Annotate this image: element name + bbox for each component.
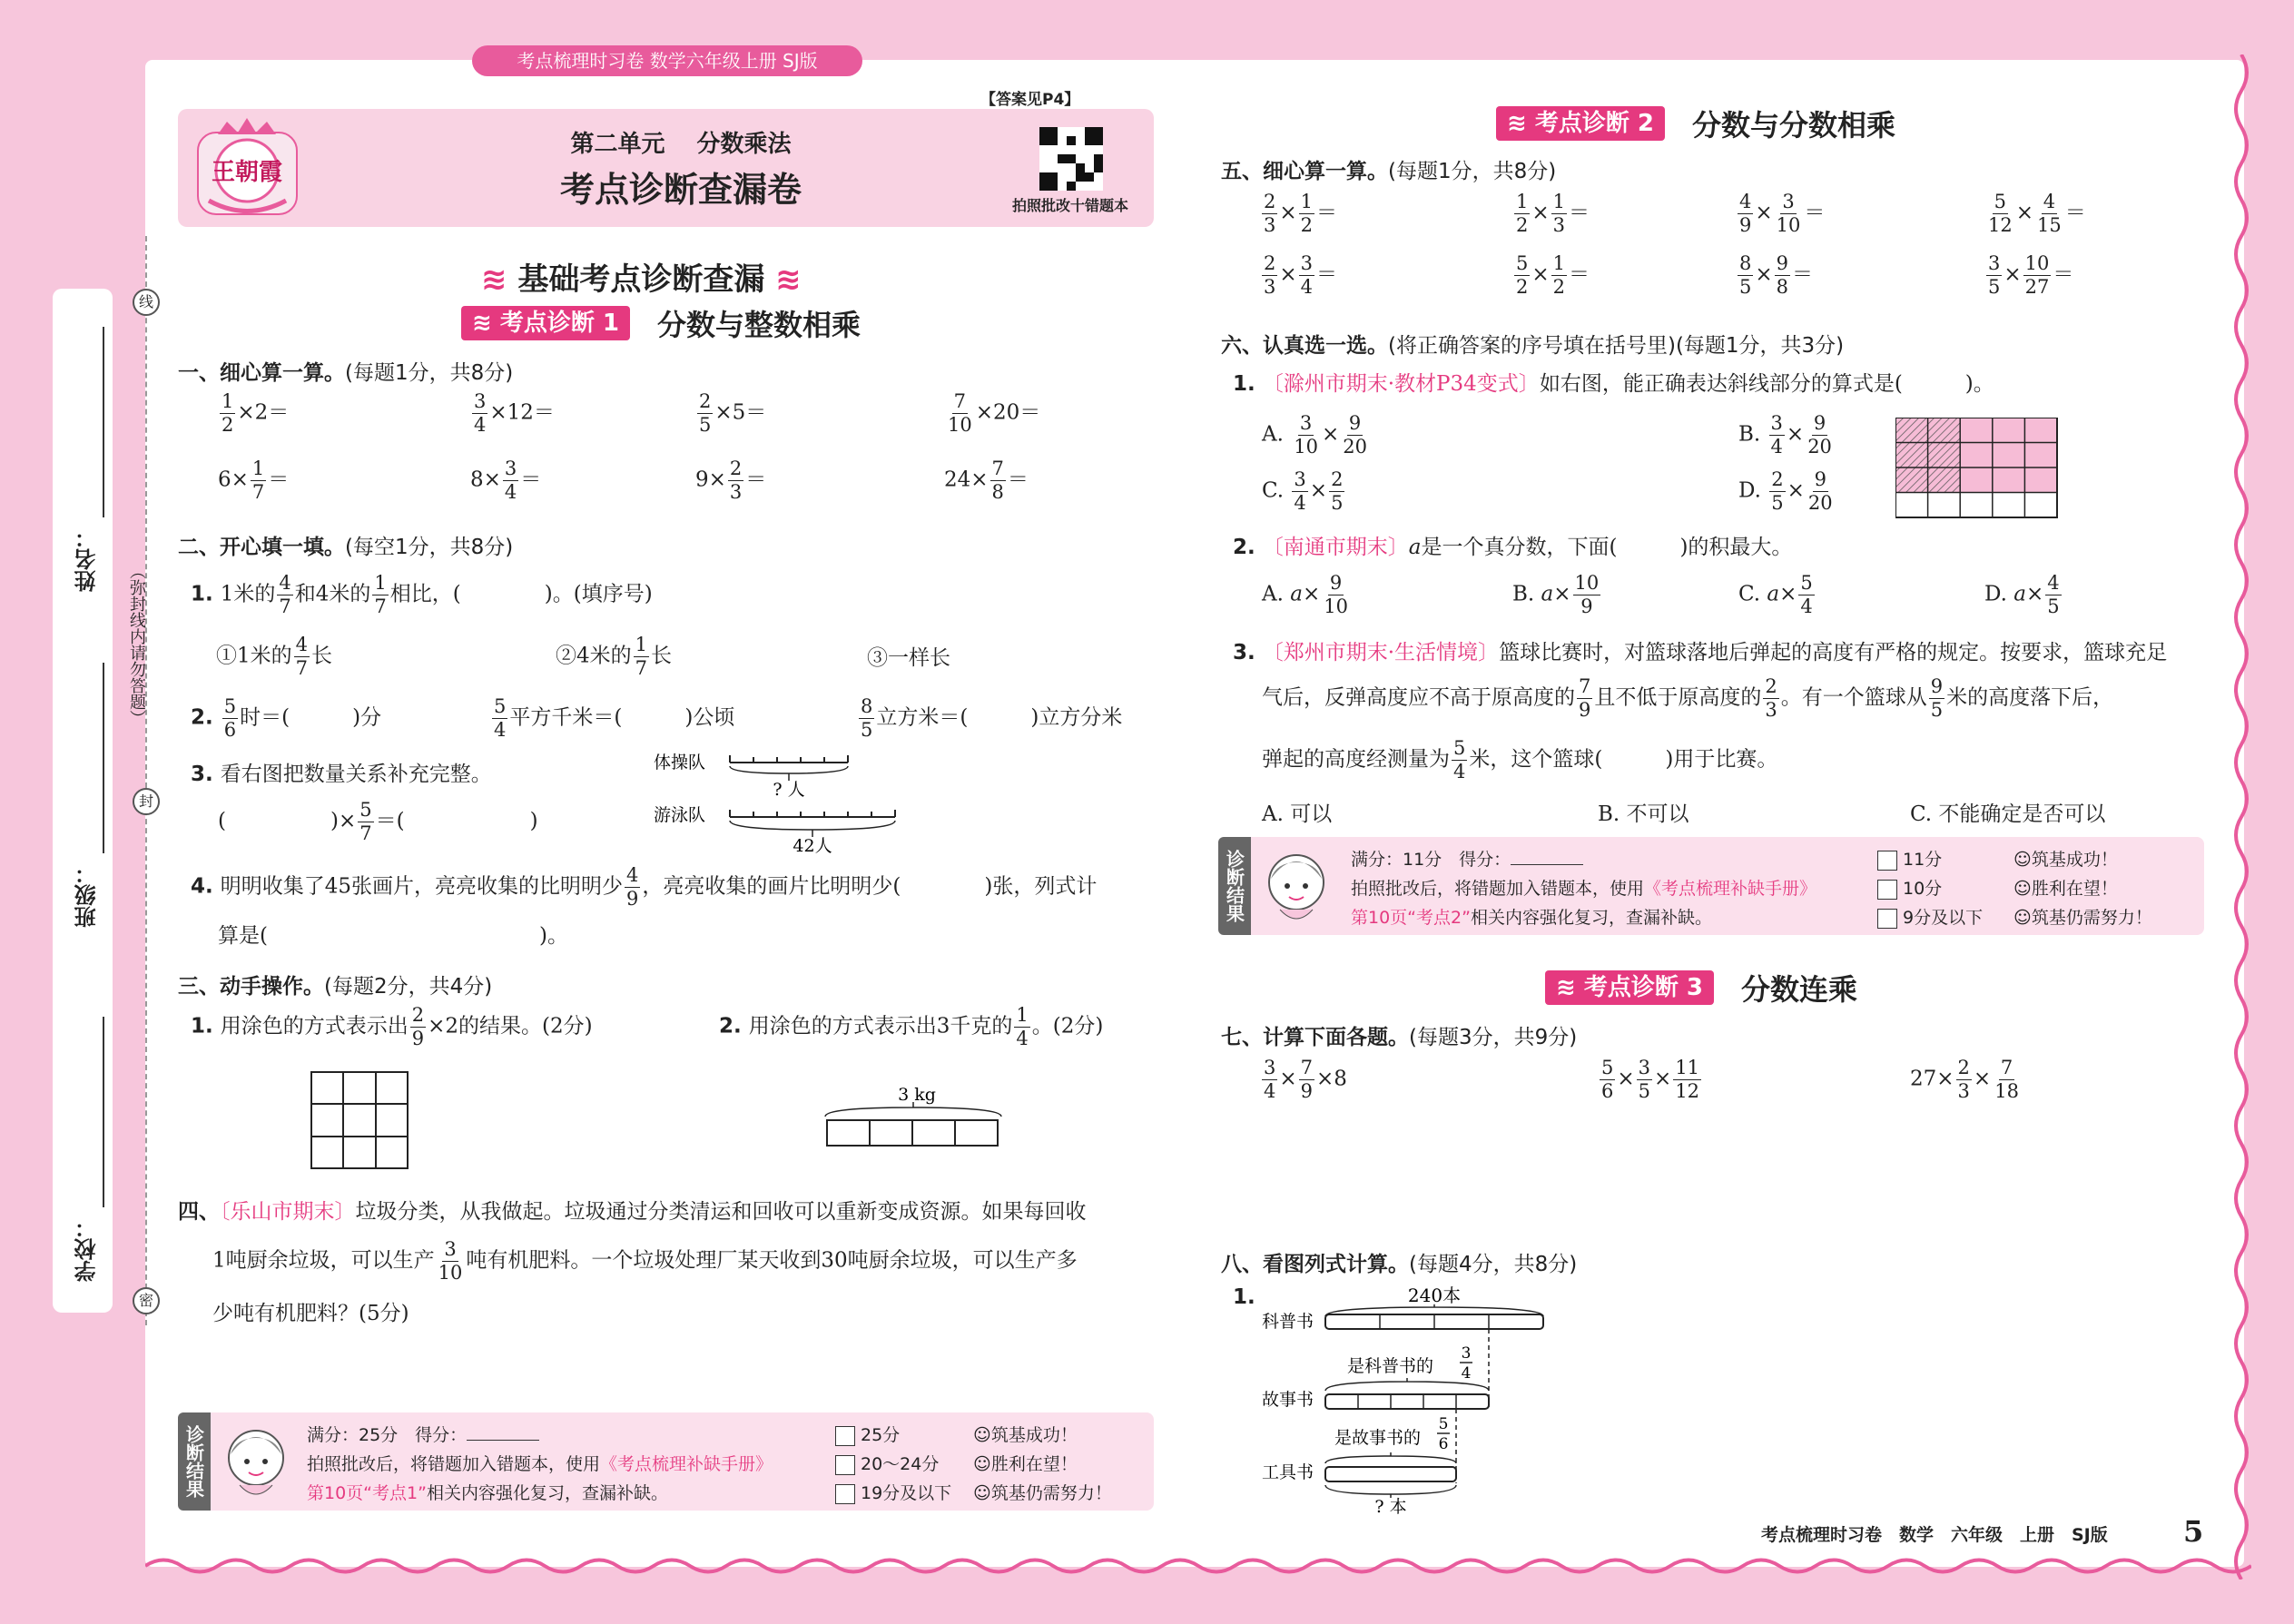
calc-item: $\frac{2}{3}$ × $\frac{1}{2}$ ＝ xyxy=(1264,191,1338,236)
kg-label: 3 kg xyxy=(898,1085,936,1105)
s6-q3-line1: 3. 〔郑州市期末·生活情境〕篮球比赛时，对篮球落地后弹起的高度有严格的规定。按要求，篮球充足 xyxy=(1233,641,2168,664)
shaded-rectangle xyxy=(1895,418,2059,519)
s6-q3-optC[interactable]: C. 不能确定是否可以 xyxy=(1910,802,2106,826)
smile-icon: ☺ xyxy=(2013,850,2032,870)
s8-heading: 八、看图列式计算。(每题4分，共8分) xyxy=(1221,1253,1578,1276)
calc-item: $\frac{4}{9}$ × $\frac{3}{10}$ ＝ xyxy=(1739,191,1826,236)
seal-line xyxy=(145,236,147,1325)
page-number: 5 xyxy=(2183,1514,2204,1549)
s6-q1-optC[interactable]: C. $\frac{3}{4}$ × $\frac{2}{5}$ xyxy=(1262,468,1344,514)
diag1-header: ≋ 考点诊断 1 分数与整数相乘 xyxy=(461,305,861,341)
checkbox xyxy=(835,1426,855,1446)
s2-q4-line2: 算是( )。 xyxy=(218,924,568,948)
basic-heading: ≋ 基础考点诊断查漏 ≋ xyxy=(481,261,802,298)
seal-mark-secret: 密 xyxy=(133,1287,160,1314)
page-title: 考点诊断查漏卷 xyxy=(559,170,802,210)
result-line3-2: 第10页“考点2”相关内容强化复习，查漏补缺。 xyxy=(1351,908,1712,928)
calc-item: $\frac{3}{4}$ ×12＝ xyxy=(474,390,555,436)
qr-caption: 拍照批改十错题本 xyxy=(1012,197,1129,214)
s6-q1-optB[interactable]: B. $\frac{3}{4}$ × $\frac{9}{20}$ xyxy=(1738,412,1832,458)
checkbox xyxy=(835,1484,855,1504)
calc-item: $\frac{2}{3}$ × $\frac{3}{4}$ ＝ xyxy=(1264,252,1338,298)
result-line2-1: 拍照批改后，将错题加入错题本，使用《考点梳理补缺手册》 xyxy=(307,1454,773,1474)
calc-item: $\frac{3}{5}$ × $\frac{10}{27}$ ＝ xyxy=(1988,252,2074,298)
smile-icon: ☺ xyxy=(2013,879,2032,899)
calc-item: $\frac{2}{5}$ ×5＝ xyxy=(699,390,767,436)
s2-q2a: 2. $\frac{5}{6}$ 时＝( )分 xyxy=(191,695,382,741)
footer-series: 考点梳理时习卷 数学 六年级 上册 SJ版 xyxy=(1761,1525,2108,1545)
book-label-story: 故事书 xyxy=(1262,1390,1314,1410)
girl-avatar-icon xyxy=(1262,846,1331,928)
series-tag: 考点梳理时习卷 数学六年级上册 SJ版 xyxy=(472,45,862,76)
unit-title: 第二单元 分数乘法 xyxy=(570,131,792,158)
s3-q2: 2. 用涂色的方式表示出3千克的 $\frac{1}{4}$ 。(2分) xyxy=(719,1004,1104,1049)
grid-3x3[interactable] xyxy=(310,1071,409,1169)
checkbox xyxy=(1877,851,1897,871)
qr-code-icon[interactable] xyxy=(1039,127,1103,191)
s7-heading: 七、计算下面各题。(每题3分，共9分) xyxy=(1221,1026,1578,1049)
s2-heading: 二、开心填一填。(每空1分，共8分) xyxy=(178,536,514,559)
result-msg-2b: ☺胜利在望！ xyxy=(2013,879,2118,899)
kg-bar[interactable] xyxy=(822,1080,1003,1153)
checkbox xyxy=(835,1455,855,1475)
tool-ratio-text: 是故事书的 xyxy=(1334,1428,1422,1448)
unknown-books-label: ? 本 xyxy=(1374,1497,1407,1514)
s4-line1: 四、〔乐山市期末〕垃圾分类，从我做起。垃圾通过分类清运和回收可以重新变成资源。如果每回收 xyxy=(178,1200,1087,1224)
result-msg-2c: ☺筑基仍需努力！ xyxy=(2013,908,2152,928)
calc-item: $\frac{3}{4}$ × $\frac{7}{9}$ ×8 xyxy=(1264,1057,1347,1102)
calc-item: $\frac{5}{2}$ × $\frac{1}{2}$ ＝ xyxy=(1516,252,1590,298)
svg-text:4: 4 xyxy=(1461,1364,1472,1383)
result-msg-1a: ☺筑基成功！ xyxy=(973,1425,1078,1445)
result-msg-2a: ☺筑基成功！ xyxy=(2013,850,2118,870)
calc-item: $\frac{5}{12}$ × $\frac{4}{15}$ ＝ xyxy=(1988,191,2086,236)
logo-crest xyxy=(191,114,304,221)
team-label-swim: 游泳队 xyxy=(654,805,706,825)
calc-item: $\frac{7}{10}$ ×20＝ xyxy=(948,390,1041,436)
s4-line3: 少吨有机肥料？(5分) xyxy=(212,1302,409,1325)
calc-item: 8× $\frac{3}{4}$ ＝ xyxy=(470,458,542,503)
team-label-gym: 体操队 xyxy=(654,753,706,773)
result-check-1b[interactable]: 20～24分 xyxy=(835,1451,939,1475)
s6-q3-optB[interactable]: B. 不可以 xyxy=(1598,802,1689,826)
result-msg-1c: ☺筑基仍需努力！ xyxy=(973,1483,1112,1503)
s3-q1: 1. 用涂色的方式表示出 $\frac{2}{9}$ ×2的结果。(2分) xyxy=(191,1004,593,1049)
class-label: 班级： xyxy=(74,862,100,928)
calc-item: 27× $\frac{2}{3}$ × $\frac{7}{18}$ xyxy=(1910,1057,2019,1102)
s6-q1-optA[interactable]: A. $\frac{3}{10}$ × $\frac{9}{20}$ xyxy=(1262,412,1367,458)
seal-note: （弥封线内请勿答题） xyxy=(127,563,146,726)
book-label-tool: 工具书 xyxy=(1262,1462,1314,1482)
result-check-2a[interactable]: 11分 xyxy=(1877,846,1942,871)
calc-item: $\frac{1}{2}$ × $\frac{1}{3}$ ＝ xyxy=(1516,191,1590,236)
result-line2-2: 拍照批改后，将错题加入错题本，使用《考点梳理补缺手册》 xyxy=(1351,879,1817,899)
result-check-1a[interactable]: 25分 xyxy=(835,1422,900,1446)
result-check-2b[interactable]: 10分 xyxy=(1877,875,1942,900)
diag2-header: ≋ 考点诊断 2 分数与分数相乘 xyxy=(1496,105,1895,142)
s5-heading: 五、细心算一算。(每题1分，共8分) xyxy=(1221,160,1557,183)
seal-mark-line: 线 xyxy=(133,289,160,316)
smile-icon: ☺ xyxy=(2013,908,2032,928)
s2-q3-blank: ( )× $\frac{5}{7}$ ＝( ) xyxy=(218,799,538,844)
book-diagram xyxy=(1253,1278,1552,1514)
team-label-unknown: ? 人 xyxy=(773,780,805,800)
seal-mark-seal: 封 xyxy=(133,788,160,815)
s6-q2: 2. 〔南通市期末〕a是一个真分数，下面( )的积最大。 xyxy=(1233,536,1793,559)
calc-item: $\frac{5}{6}$ × $\frac{3}{5}$ × $\frac{11}{12}$ xyxy=(1601,1057,1700,1102)
class-line xyxy=(103,663,104,853)
result-score-2: 满分：11分 得分： xyxy=(1351,846,1583,871)
svg-text:6: 6 xyxy=(1438,1435,1449,1453)
result-check-2c[interactable]: 9分及以下 xyxy=(1877,904,1983,929)
result-side-1: 诊断结果 xyxy=(178,1412,211,1511)
logo-text: 王朝霞 xyxy=(211,159,283,186)
s3-heading: 三、动手操作。(每题2分，共4分) xyxy=(178,975,493,999)
checkbox xyxy=(1877,909,1897,929)
s2-q4: 4. 明明收集了45张画片，亮亮收集的比明明少 $\frac{4}{9}$ ，亮亮收集的画片比明明少( )张，列式计 xyxy=(191,864,1098,910)
school-line xyxy=(103,1017,104,1207)
s6-heading: 六、认真选一选。(将正确答案的序号填在括号里)(每题1分，共3分) xyxy=(1221,334,1845,358)
s2-q1-option2: ②4米的 $\frac{1}{7}$ 长 xyxy=(556,634,673,679)
smile-icon: ☺ xyxy=(973,1483,991,1503)
s2-q1-option1: ①1米的 $\frac{4}{7}$ 长 xyxy=(216,634,333,679)
checkbox xyxy=(1877,880,1897,900)
s6-q3-optA[interactable]: A. 可以 xyxy=(1262,802,1333,826)
s2-q1-option3: ③一样长 xyxy=(867,646,950,670)
girl-avatar-icon xyxy=(222,1422,290,1503)
result-side-2: 诊断结果 xyxy=(1218,837,1251,935)
school-label: 学校： xyxy=(74,1216,100,1282)
s6-q1-optD[interactable]: D. $\frac{2}{5}$ × $\frac{9}{20}$ xyxy=(1738,468,1833,514)
s1-heading: 一、细心算一算。(每题1分，共8分) xyxy=(178,361,514,385)
s6-q2-optB[interactable]: B. a× $\frac{10}{9}$ xyxy=(1512,572,1600,617)
s2-q1: 1. 1米的 $\frac{4}{7}$ 和4米的 $\frac{1}{7}$ 相比，( )。(填序号) xyxy=(191,572,653,617)
s2-q2b: $\frac{5}{4}$ 平方千米＝( )公顷 xyxy=(494,695,735,741)
story-ratio-text: 是科普书的 xyxy=(1347,1356,1434,1376)
s2-q2c: $\frac{8}{5}$ 立方米＝( )立方分米 xyxy=(861,695,1123,741)
answer-ref: 【答案见P4】 xyxy=(980,91,1080,109)
calc-item: 24× $\frac{7}{8}$ ＝ xyxy=(944,458,1029,503)
wavy-border-bottom xyxy=(145,1554,2251,1578)
s6-q3-line3: 弹起的高度经测量为 $\frac{5}{4}$ 米，这个篮球( )用于比赛。 xyxy=(1262,737,1778,782)
smile-icon: ☺ xyxy=(973,1454,991,1474)
calc-item: $\frac{1}{2}$ ×2＝ xyxy=(222,390,290,436)
calc-item: $\frac{8}{5}$ × $\frac{9}{8}$ ＝ xyxy=(1739,252,1814,298)
s4-line2: 1吨厨余垃圾，可以生产 $\frac{3}{10}$ 吨有机肥料。一个垃圾处理厂某天收到30吨厨余垃圾，可以生产多 xyxy=(212,1238,1078,1284)
s6-q2-optD[interactable]: D. a× $\frac{4}{5}$ xyxy=(1984,572,2060,617)
result-check-1c[interactable]: 19分及以下 xyxy=(835,1480,951,1504)
svg-text:3: 3 xyxy=(1461,1344,1472,1363)
svg-text:5: 5 xyxy=(1438,1415,1449,1433)
wavy-border-right xyxy=(2229,54,2254,1580)
book-label-science: 科普书 xyxy=(1262,1312,1314,1332)
diag3-header: ≋ 考点诊断 3 分数连乘 xyxy=(1545,969,1857,1006)
total-label: 240本 xyxy=(1407,1284,1462,1306)
s6-q3-line2: 气后，反弹高度应不高于原高度的 $\frac{7}{9}$ 且不低于原高度的 $\frac{2}{3}$ 。有一个篮球从 $\frac{9}{5}$ 米的高度落下后， xyxy=(1262,675,2114,721)
smile-icon: ☺ xyxy=(973,1425,991,1445)
result-msg-1b: ☺胜利在望！ xyxy=(973,1454,1078,1474)
name-label: 姓名： xyxy=(74,527,100,592)
team-diagram xyxy=(654,744,962,862)
calc-item: 9× $\frac{2}{3}$ ＝ xyxy=(695,458,767,503)
s8-q1-number: 1. xyxy=(1233,1285,1255,1309)
s2-q3: 3. 看右图把数量关系补充完整。 xyxy=(191,763,492,786)
s6-q2-optC[interactable]: C. a× $\frac{5}{4}$ xyxy=(1738,572,1813,617)
calc-item: 6× $\frac{1}{7}$ ＝ xyxy=(218,458,290,503)
team-label-42: 42人 xyxy=(793,836,832,856)
s6-q1: 1. 〔滁州市期末·教材P34变式〕如右图，能正确表达斜线部分的算式是( )。 xyxy=(1233,372,1994,396)
result-line3-1: 第10页“考点1”相关内容强化复习，查漏补缺。 xyxy=(307,1483,668,1503)
result-score-1: 满分：25分 得分： xyxy=(307,1422,539,1446)
name-line xyxy=(103,327,104,517)
s6-q2-optA[interactable]: A. a× $\frac{9}{10}$ xyxy=(1262,572,1348,617)
